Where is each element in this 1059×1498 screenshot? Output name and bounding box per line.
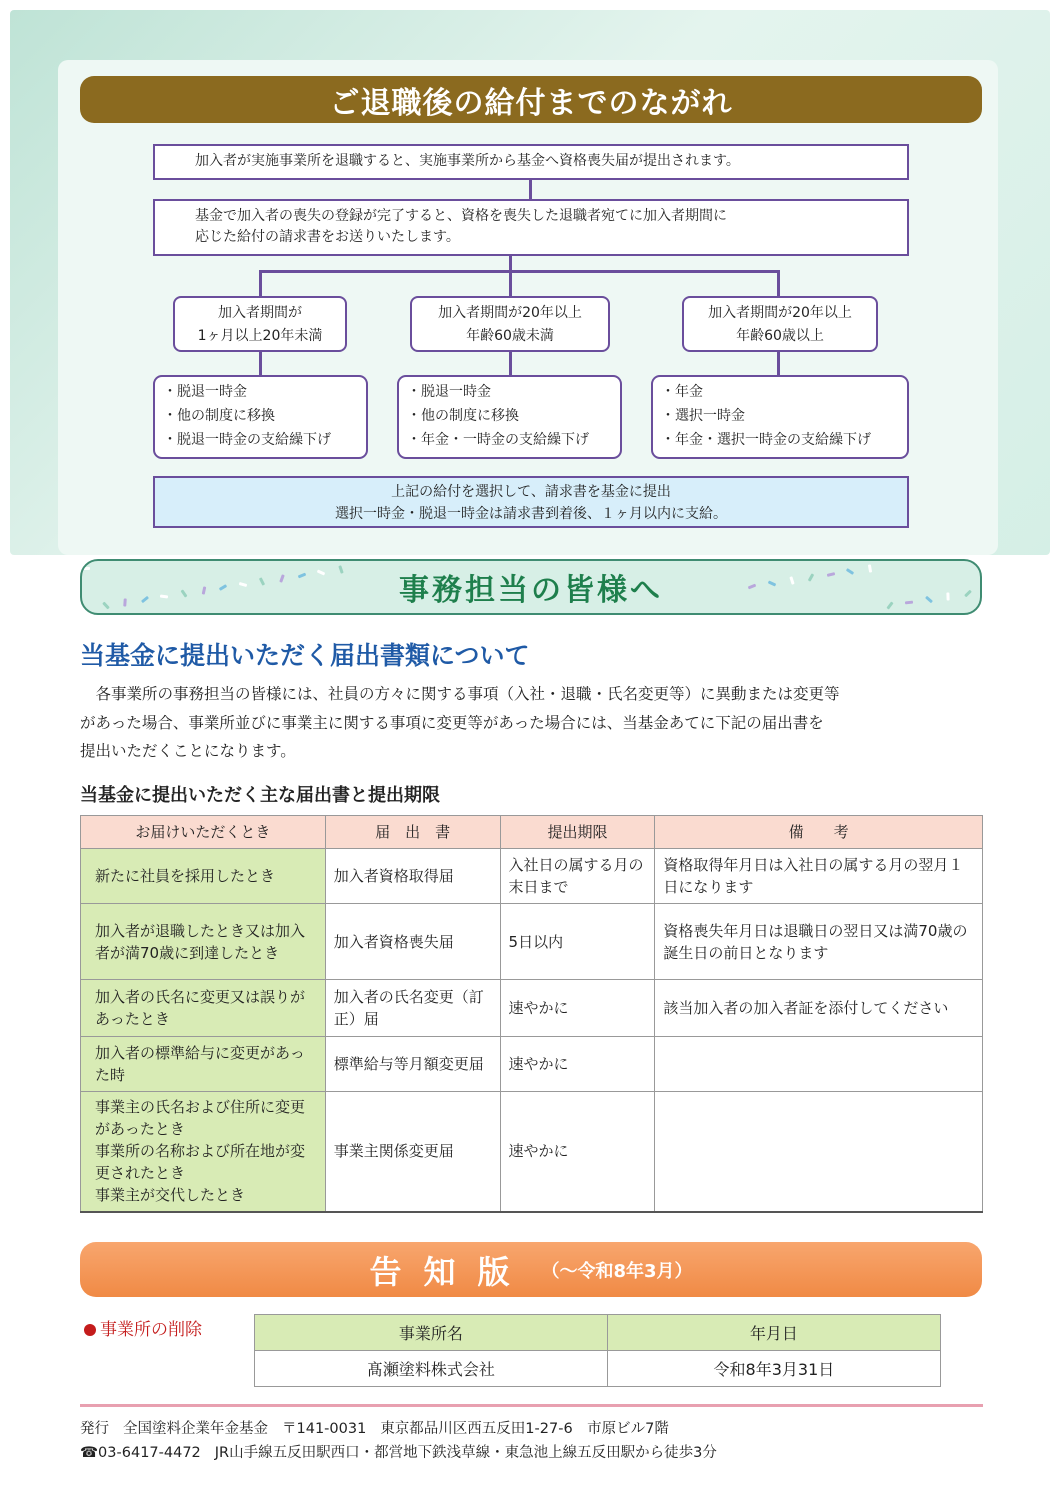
deletion-header-row: [255, 1315, 941, 1351]
confetti-decoration: [789, 576, 794, 585]
cell-form: 加入者の氏名変更（訂正）届: [325, 980, 500, 1037]
flow-title-text: ご退職後の給付までのながれ: [329, 85, 733, 121]
summary-line2: 選択一時金・脱退一時金は請求書到着後、１ヶ月以内に支給。: [335, 506, 727, 522]
when-line: 事業所の名称および所在地が変更されたとき: [95, 1142, 306, 1183]
deletion-row: [255, 1351, 941, 1387]
option-item: ・脱退一時金: [407, 384, 491, 400]
footer-publisher-line: [80, 1417, 683, 1438]
column-header: 年月日: [607, 1315, 940, 1351]
flow-step-claim-form: [153, 199, 909, 256]
option-item: ・選択一時金: [661, 408, 745, 424]
flow-connector: [259, 352, 262, 375]
flow-connector: [777, 270, 780, 296]
option-item: ・他の制度に移換: [163, 408, 275, 424]
documents-table: [80, 815, 983, 1213]
postal-code: 〒141-0031: [282, 1421, 367, 1437]
flow-step1-text: 加入者が実施事業所を退職すると、実施事業所から基金へ資格喪失届が提出されます。: [195, 153, 740, 169]
notice-period: （～令和8年3月）: [541, 1260, 693, 1282]
confetti-decoration: [808, 573, 815, 581]
confetti-decoration: [964, 590, 972, 598]
flow-section-title: [80, 76, 982, 123]
column-header: 提出期限: [500, 816, 655, 849]
cell-deadline: 5日以内: [500, 904, 655, 980]
confetti-decoration: [279, 574, 285, 583]
cell-deadline: 速やかに: [500, 1037, 655, 1092]
condition-box-20-years-over-60: [682, 296, 878, 352]
when-line: 事業主の氏名および住所に変更があったとき: [95, 1098, 306, 1139]
confetti-decoration: [141, 596, 149, 603]
cell-when: 加入者が退職したとき又は加入者が満70歳に到達したとき: [81, 904, 326, 980]
access-info: JR山手線五反田駅西口・都営地下鉄浅草線・東急池上線五反田駅から徒歩3分: [214, 1445, 717, 1461]
column-header: 事業所名: [255, 1315, 608, 1351]
confetti-decoration: [827, 572, 835, 577]
address: 東京都品川区西五反田1-27-6 市原ビル7階: [380, 1421, 669, 1437]
confetti-decoration: [748, 584, 757, 590]
table-row: [81, 849, 983, 904]
confetti-decoration: [925, 596, 933, 604]
phone: ☎03-6417-4472: [80, 1445, 201, 1461]
bullet-dot-icon: [84, 1324, 96, 1336]
confetti-decoration: [338, 565, 343, 574]
column-header: お届けいただくとき: [81, 816, 326, 849]
flow-connector: [259, 270, 262, 296]
staff-banner: [80, 559, 982, 615]
footer-divider: [80, 1404, 983, 1407]
table-row: [81, 904, 983, 980]
cell-note: 該当加入者の加入者証を添付してください: [655, 980, 983, 1037]
confetti-decoration: [259, 577, 265, 585]
column-header: 届 出 書: [325, 816, 500, 849]
cell-when: [81, 1092, 326, 1212]
confetti-decoration: [219, 584, 227, 591]
flow-step-resignation: [153, 144, 909, 180]
cell-form: 標準給与等月額変更届: [325, 1037, 500, 1092]
options-box-2: [397, 375, 622, 459]
table-header-row: [81, 816, 983, 849]
confetti-decoration: [160, 594, 168, 598]
cell-company: 髙瀬塗料株式会社: [255, 1351, 608, 1387]
option-item: ・脱退一時金の支給繰下げ: [163, 432, 331, 448]
condition-line2: 1ヶ月以上20年未満: [197, 328, 323, 344]
footer-contact-line: [80, 1441, 731, 1462]
flow-step2-line1: 基金で加入者の喪失の登録が完了すると、資格を喪失した退職者宛てに加入者期間に: [195, 208, 727, 224]
confetti-decoration: [239, 582, 248, 587]
table-row: [81, 1037, 983, 1092]
flow-connector: [529, 180, 532, 199]
confetti-decoration: [947, 592, 950, 600]
notice-title: 告知版: [369, 1252, 532, 1291]
option-item: ・他の制度に移換: [407, 408, 519, 424]
confetti-decoration: [180, 589, 187, 597]
intro-line: があった場合、事業所並びに事業主に関する事項に変更等があった場合には、当基金あてに下記の届出書を: [80, 713, 824, 732]
cell-note: [655, 1037, 983, 1092]
cell-note: 資格喪失年月日は退職日の翌日又は満70歳の誕生日の前日となります: [655, 904, 983, 980]
flow-step2-line2: 応じた給付の請求書をお送りいたします。: [195, 229, 460, 245]
condition-box-20-years-under-60: [410, 296, 610, 352]
cell-when: 加入者の標準給与に変更があった時: [81, 1037, 326, 1092]
option-item: ・年金: [661, 384, 703, 400]
condition-line2: 年齢60歳以上: [736, 328, 824, 344]
condition-line1: 加入者期間が20年以上: [708, 305, 852, 321]
cell-form: 加入者資格取得届: [325, 849, 500, 904]
cell-when: 新たに社員を採用したとき: [81, 849, 326, 904]
flow-branch-line: [259, 270, 780, 273]
publisher-name: 全国塗料企業年金基金: [123, 1421, 268, 1437]
deletion-label: [84, 1315, 202, 1340]
confetti-decoration: [886, 601, 893, 609]
documents-intro: [80, 680, 1000, 766]
table-row: [81, 1092, 983, 1212]
cell-form: 加入者資格喪失届: [325, 904, 500, 980]
intro-line: 提出いただくことになります。: [80, 742, 296, 760]
cell-deadline: 入社日の属する月の末日まで: [500, 849, 655, 904]
cell-note: [655, 1092, 983, 1212]
staff-banner-title: 事務担当の皆様へ: [399, 573, 663, 608]
confetti-decoration: [82, 567, 90, 570]
cell-form: 事業主関係変更届: [325, 1092, 500, 1212]
notice-banner: [80, 1242, 982, 1297]
cell-date: 令和8年3月31日: [607, 1351, 940, 1387]
publisher-label: 発行: [80, 1421, 109, 1437]
condition-box-under-20-years: [173, 296, 347, 352]
cell-deadline: 速やかに: [500, 1092, 655, 1212]
cell-note: 資格取得年月日は入社日の属する月の翌月１日になります: [655, 849, 983, 904]
confetti-decoration: [317, 570, 326, 576]
condition-line1: 加入者期間が20年以上: [438, 305, 582, 321]
flow-connector: [777, 352, 780, 375]
confetti-decoration: [768, 580, 777, 586]
flow-summary-box: [153, 476, 909, 528]
option-item: ・年金・選択一時金の支給繰下げ: [661, 432, 871, 448]
table-title: 当基金に提出いただく主な届出書と提出期限: [80, 785, 440, 806]
flow-connector: [509, 352, 512, 375]
intro-line: 各事業所の事務担当の皆様には、社員の方々に関する事項（入社・退職・氏名変更等）に異動または変更等: [80, 685, 840, 703]
flow-connector: [509, 270, 512, 296]
options-box-1: [153, 375, 368, 459]
column-header: 備 考: [655, 816, 983, 849]
summary-line1: 上記の給付を選択して、請求書を基金に提出: [391, 484, 671, 500]
option-item: ・年金・一時金の支給繰下げ: [407, 432, 589, 448]
cell-when: 加入者の氏名に変更又は誤りがあったとき: [81, 980, 326, 1037]
confetti-decoration: [846, 568, 854, 575]
deletion-table: [254, 1314, 941, 1387]
confetti-decoration: [102, 602, 110, 610]
deletion-label-text: 事業所の削除: [100, 1320, 202, 1340]
when-line: 事業主が交代したとき: [95, 1186, 246, 1205]
cell-deadline: 速やかに: [500, 980, 655, 1037]
confetti-decoration: [297, 573, 306, 579]
confetti-decoration: [868, 564, 872, 572]
documents-heading: 当基金に提出いただく届出書類について: [80, 641, 530, 670]
confetti-decoration: [123, 598, 127, 606]
condition-line2: 年齢60歳未満: [466, 328, 554, 344]
options-box-3: [651, 375, 909, 459]
option-item: ・脱退一時金: [163, 384, 247, 400]
condition-line1: 加入者期間が: [218, 305, 302, 321]
table-row: [81, 980, 983, 1037]
confetti-decoration: [905, 601, 913, 605]
confetti-decoration: [201, 586, 206, 594]
